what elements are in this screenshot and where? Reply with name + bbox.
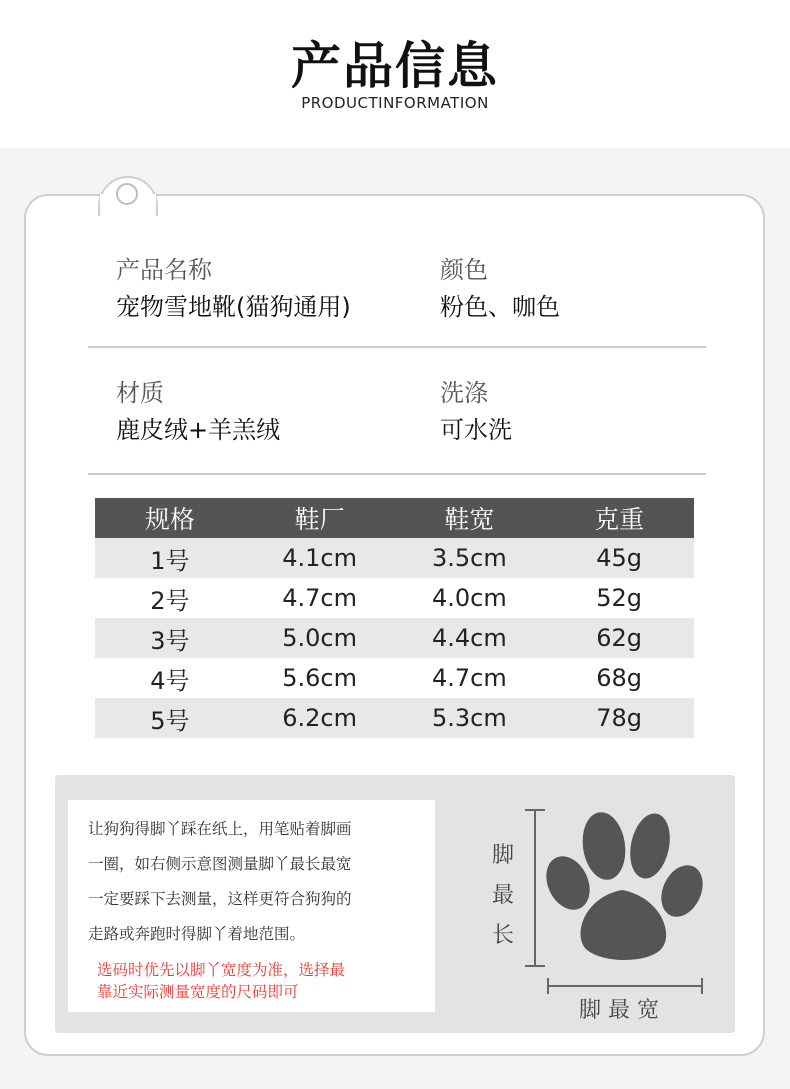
width-ruler-icon bbox=[548, 978, 702, 994]
product-name-label: 产品名称 bbox=[116, 256, 212, 284]
table-cell: 5.3cm bbox=[432, 704, 507, 732]
page-subtitle: PRODUCTINFORMATION bbox=[301, 94, 489, 112]
table-cell: 4.1cm bbox=[282, 544, 357, 572]
wash-value: 可水洗 bbox=[440, 416, 512, 444]
table-cell: 4号 bbox=[150, 666, 190, 695]
instruction-line: 一圈，如右侧示意图测量脚丫最长最宽 bbox=[88, 855, 352, 873]
sizing-tip-line: 选码时优先以脚丫宽度为准，选择最 bbox=[97, 961, 346, 979]
material-label: 材质 bbox=[116, 379, 164, 407]
table-cell: 4.4cm bbox=[432, 624, 507, 652]
wash-label: 洗涤 bbox=[440, 379, 488, 407]
table-header-cell: 规格 bbox=[144, 505, 195, 534]
sizing-tip-line: 靠近实际测量宽度的尺码即可 bbox=[97, 983, 299, 1001]
table-cell: 4.0cm bbox=[432, 584, 507, 612]
table-cell: 4.7cm bbox=[432, 664, 507, 692]
length-label-char: 脚 bbox=[492, 843, 515, 868]
page-title: 产品信息 bbox=[291, 37, 499, 95]
table-cell: 3号 bbox=[150, 626, 190, 655]
table-cell: 52g bbox=[596, 584, 643, 612]
width-label: 脚 最 宽 bbox=[579, 998, 659, 1023]
table-header-cell: 克重 bbox=[594, 505, 645, 534]
table-cell: 45g bbox=[596, 544, 643, 572]
instruction-line: 一定要踩下去测量，这样更符合狗狗的 bbox=[88, 890, 352, 908]
product-name-value: 宠物雪地靴(猫狗通用) bbox=[116, 293, 351, 321]
table-cell: 4.7cm bbox=[282, 584, 357, 612]
length-ruler-icon bbox=[525, 810, 545, 966]
table-cell: 62g bbox=[596, 624, 643, 652]
table-cell: 5.6cm bbox=[282, 664, 357, 692]
color-value: 粉色、咖色 bbox=[440, 293, 560, 321]
table-cell: 68g bbox=[596, 664, 643, 692]
table-cell: 5.0cm bbox=[282, 624, 357, 652]
table-header-cell: 鞋宽 bbox=[444, 505, 495, 534]
table-cell: 6.2cm bbox=[282, 704, 357, 732]
table-header-cell: 鞋厂 bbox=[294, 505, 345, 534]
table-cell: 2号 bbox=[150, 586, 190, 615]
length-label-char: 最 bbox=[492, 883, 515, 908]
color-label: 颜色 bbox=[440, 256, 488, 284]
table-cell: 3.5cm bbox=[432, 544, 507, 572]
instruction-line: 让狗狗得脚丫踩在纸上，用笔贴着脚画 bbox=[88, 820, 352, 838]
instruction-line: 走路或奔跑时得脚丫着地范围。 bbox=[88, 925, 306, 943]
table-cell: 5号 bbox=[150, 706, 190, 735]
paw-print-icon bbox=[538, 809, 711, 960]
table-cell: 1号 bbox=[150, 546, 190, 575]
length-label-char: 长 bbox=[492, 923, 515, 948]
material-value: 鹿皮绒+羊羔绒 bbox=[116, 416, 281, 444]
table-cell: 78g bbox=[596, 704, 643, 732]
